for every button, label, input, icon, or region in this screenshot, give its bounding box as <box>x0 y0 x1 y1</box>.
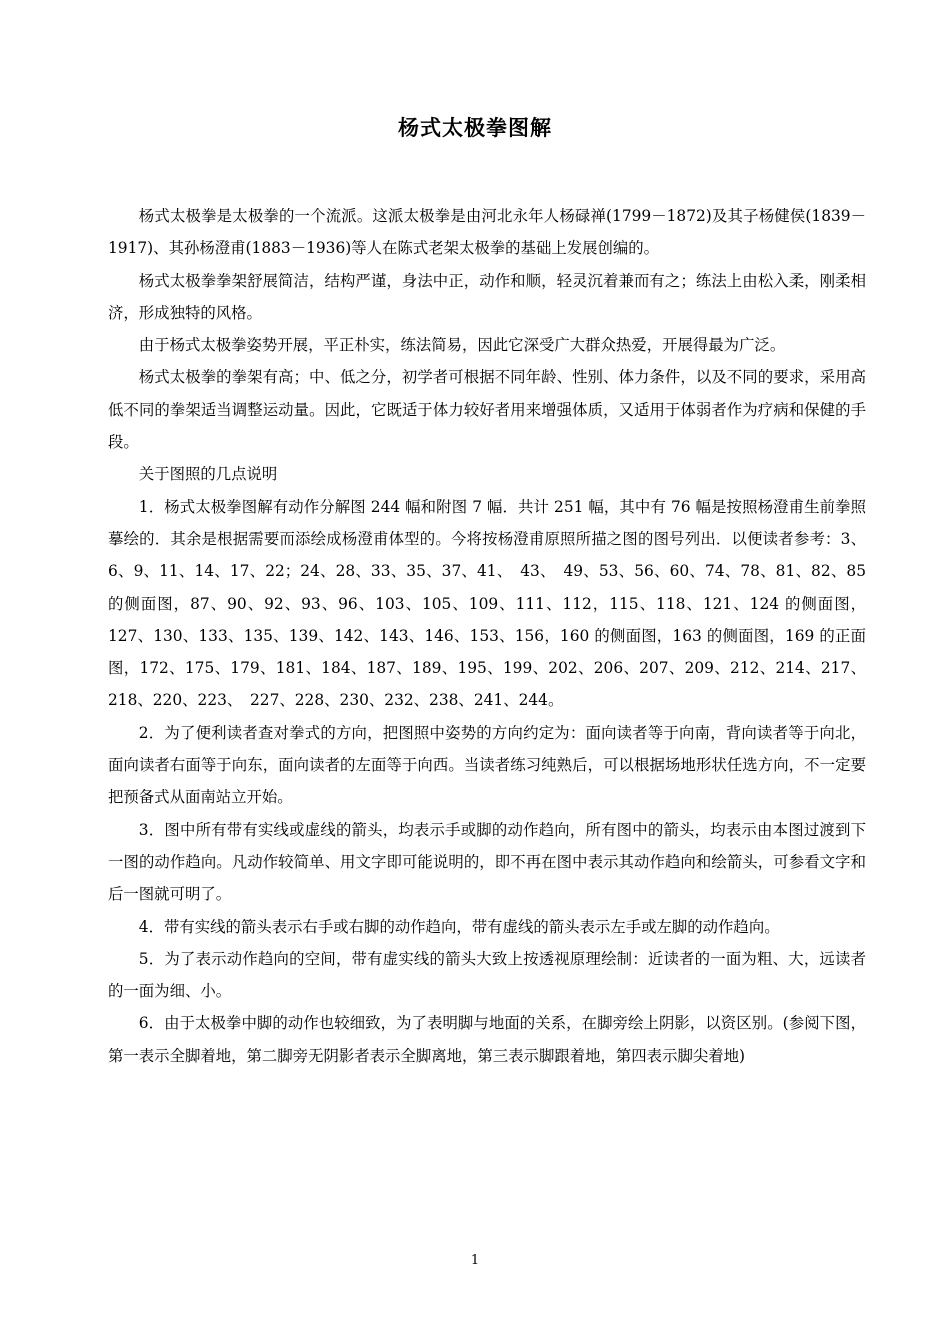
document-title: 杨式太极拳图解 <box>398 116 552 141</box>
note-item-2: 2．为了便利读者查对拳式的方向，把图照中姿势的方向约定为：面向读者等于向南，背向读者等于向北，面向读者右面等于向东，面向读者的左面等于向西。当读者练习纯熟后，可以根据场地形状任选方向，不一定要把预备式从面南站立开始。 <box>108 723 866 807</box>
document-body <box>108 200 866 1072</box>
page-number: 1 <box>470 1253 480 1268</box>
paragraph-style: 杨式太极拳拳架舒展简洁，结构严谨，身法中正，动作和顺，轻灵沉着兼而有之；练法上由松入柔，刚柔相济，形成独特的风格。 <box>108 271 866 322</box>
note-item-5: 5．为了表示动作趋向的空间，带有虚实线的箭头大致上按透视原理绘制：近读者的一面为粗、大，远读者的一面为细、小。 <box>108 949 866 1001</box>
note-item-4: 4．带有实线的箭头表示右手或右脚的动作趋向，带有虚线的箭头表示左手或左脚的动作趋向。 <box>138 917 780 936</box>
paragraph-intro: 杨式太极拳是太极拳的一个流派。这派太极拳是由河北永年人杨碌禅(1799－1872)及其子杨健侯(1839－1917)、其孙杨澄甫(1883－1936)等人在陈式老架太极拳的基础上发展创编的。 <box>108 207 866 258</box>
paragraph-popularity: 由于杨式太极拳姿势开展，平正朴实，练法简易，因此它深受广大群众热爱，开展得最为广泛。 <box>138 336 786 355</box>
section-heading-notes: 关于图照的几点说明 <box>138 465 278 484</box>
note-item-6: 6．由于太极拳中脚的动作也较细致，为了表明脚与地面的关系，在脚旁绘上阴影，以资区别。(参阅下图，第一表示全脚着地，第二脚旁无阴影者表示全脚离地，第三表示脚跟着地，第四表示脚尖着地) <box>108 1014 866 1065</box>
paragraph-stances: 杨式太极拳的拳架有高；中、低之分，初学者可根据不同年龄、性别、体力条件，以及不同的要求，采用高低不同的拳架适当调整运动量。因此，它既适于体力较好者用来增强体质，又适用于体弱者作为疗病和保健的手段。 <box>108 368 866 452</box>
note-item-1: 1．杨式太极拳图解有动作分解图 244 幅和附图 7 幅．共计 251 幅，其中有 76 幅是按照杨澄甫生前拳照摹绘的．其余是根据需要而添绘成杨澄甫体型的。今将按杨澄甫原照所描之图的图号列出．以便读者参考：3、6、9、11、14、17、22；24、28、33、35、37、41、 43、 49、53、56、60、74、78、81、82、85 的侧面图，87、90、92、93、96、103、105、109、111、112，115、118、121、124 的侧面图，127、130、133、135、139、142、143、146、153、156，160 的侧面图，163 的侧面图，169 的正面图，172、175、179、181、184、187、189、195、199、202、206、207、209、212、214、217、218、220、223、 227、228、230、232、238、241、244。 <box>108 497 866 710</box>
note-item-3: 3．图中所有带有实线或虚线的箭头，均表示手或脚的动作趋向，所有图中的箭头，均表示由本图过渡到下一图的动作趋向。凡动作较简单、用文字即可能说明的，即不再在图中表示其动作趋向和绘箭头，可参看文字和后一图就可明了。 <box>108 820 866 904</box>
